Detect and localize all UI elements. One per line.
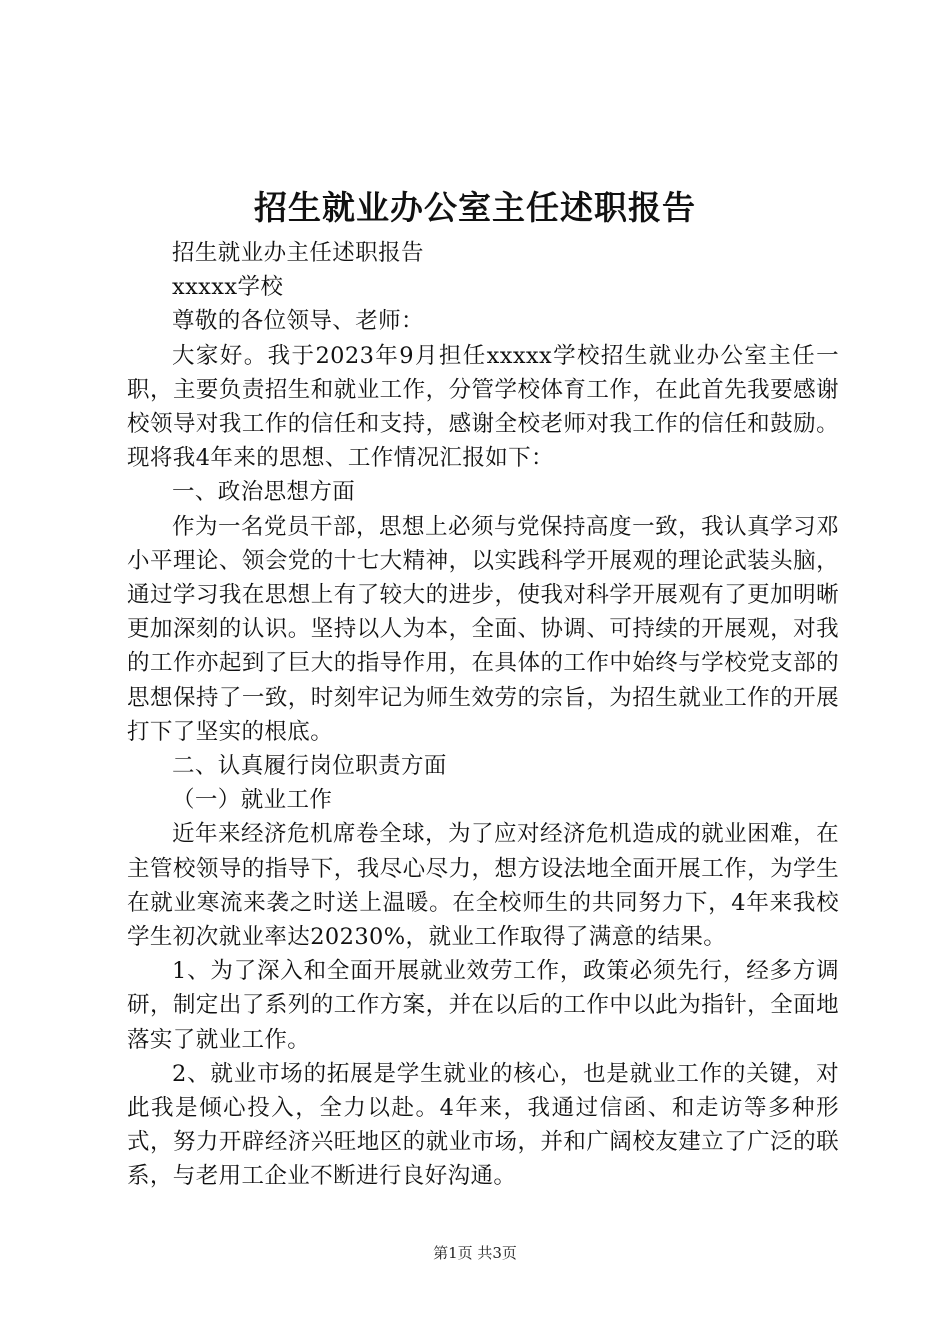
section-heading-duties: 二、认真履行岗位职责方面 [172,753,447,780]
paragraph-employment: 近年来经济危机席卷全球，为了应对经济危机造成的就业困难，在主管校领导的指导下，我尽心尽力，想方设法地全面开展工作，为学生在就业寒流来袭之时送上温暖。在全校师生的共同努力下，4年来我校学生初次就业率达20230%，就业工作取得了满意的结果。 [127,821,839,951]
paragraph-subtitle: 招生就业办主任述职报告 [172,240,424,266]
document-body [127,236,839,1194]
paragraph-intro: 大家好。我于2023年9月担任xxxxx学校招生就业办公室主任一职，主要负责招生和就业工作，分管学校体育工作，在此首先我要感谢校领导对我工作的信任和支持，感谢全校老师对我工作的信任和鼓励。现将我4年来的思想、工作情况汇报如下： [127,342,839,472]
paragraph-salutation: 尊敬的各位领导、老师： [172,308,424,335]
section-heading-politics: 一、政治思想方面 [172,479,356,506]
paragraph-item-1: 1、为了深入和全面开展就业效劳工作，政策必须先行，经多方调研，制定出了系列的工作方案，并在以后的工作中以此为指针，全面地落实了就业工作。 [127,958,839,1053]
paragraph-school: xxxxx学校 [172,274,284,301]
subsection-heading-employment: （一）就业工作 [172,787,333,814]
document-title: 招生就业办公室主任述职报告 [254,188,696,227]
paragraph-politics: 作为一名党员干部，思想上必须与党保持高度一致，我认真学习邓小平理论、领会党的十七大精神，以实践科学开展观的理论武装头脑，通过学习我在思想上有了较大的进步，使我对科学开展观有了更加明晰更加深刻的认识。坚持以人为本，全面、协调、可持续的开展观，对我的工作亦起到了巨大的指导作用，在具体的工作中始终与学校党支部的思想保持了一致，时刻牢记为师生效劳的宗旨，为招生就业工作的开展打下了坚实的根底。 [127,513,839,745]
paragraph-item-2: 2、就业市场的拓展是学生就业的核心，也是就业工作的关键，对此我是倾心投入，全力以赴。4年来，我通过信函、和走访等多种形式，努力开辟经济兴旺地区的就业市场，并和广阔校友建立了广泛的联系，与老用工企业不断进行良好沟通。 [127,1060,839,1190]
page-footer: 第1页 共3页 [433,1244,517,1262]
